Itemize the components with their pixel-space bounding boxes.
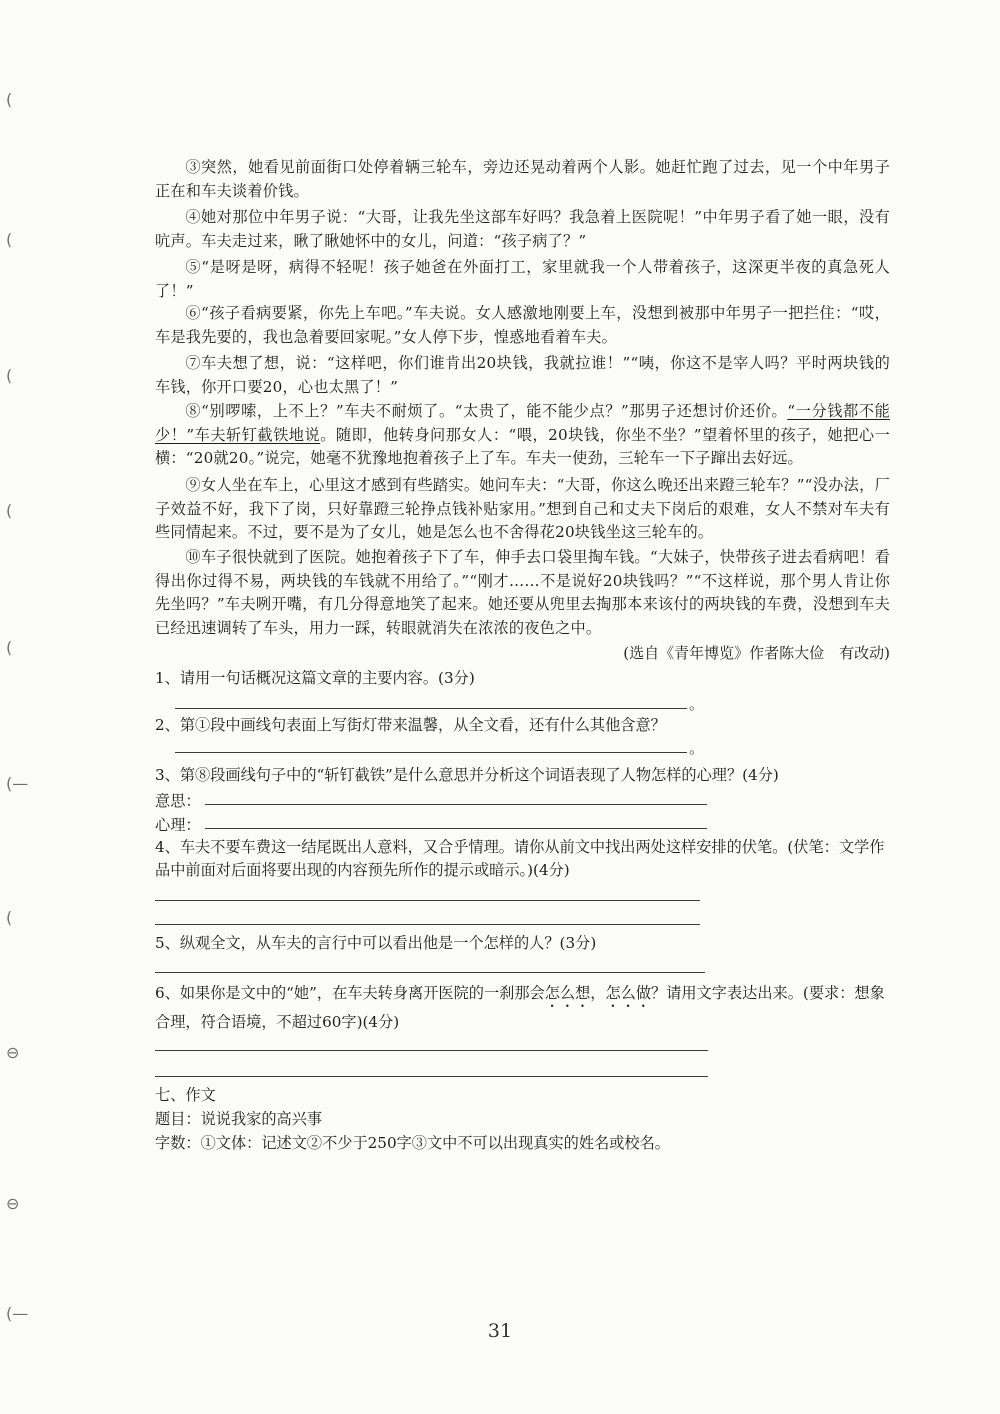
answer-line[interactable] — [175, 708, 687, 709]
answer-line[interactable] — [155, 1076, 708, 1077]
binding-hole-mark: ( — [6, 638, 13, 657]
line-period: 。 — [689, 739, 705, 757]
answer-line[interactable] — [155, 924, 700, 925]
question-1: 1、请用一句话概况这篇文章的主要内容。(3分) — [155, 669, 475, 687]
answer-line[interactable] — [155, 900, 700, 901]
binding-hole-mark: (— — [6, 774, 29, 793]
binding-hole-mark: ( — [6, 366, 13, 385]
binding-hole-mark: ⊖ — [6, 1194, 20, 1213]
question-3: 3、第⑧段画线句子中的“斩钉截铁”是什么意思并分析这个词语表现了人物怎样的心理？(4分) — [155, 766, 779, 784]
answer-line[interactable] — [175, 752, 687, 753]
meaning-label: 意思： — [155, 792, 201, 810]
paragraph-3: ③突然，她看见前面街口处停着辆三轮车，旁边还晃动着两个人影。她赶忙跑了过去，见一个中年男子正在和车夫谈着价钱。 — [155, 158, 890, 200]
question-2: 2、第①段中画线句表面上写街灯带来温馨，从全文看，还有什么其他含意？ — [155, 716, 666, 734]
source-citation: (选自《青年博览》作者陈大俭 有改动) — [623, 644, 890, 662]
paragraph-6: ⑥“孩子看病要紧，你先上车吧。”车夫说。女人感激地刚要上车，没想到被那中年男子一把拦住：“哎，车是我先要的，我也急着要回家呢。”女人停下步，惶惑地看着车夫。 — [155, 304, 890, 346]
paragraph-8 — [155, 400, 890, 471]
binding-hole-mark: ( — [6, 908, 13, 927]
binding-hole-mark: ( — [6, 90, 13, 109]
essay-heading: 七、作文 — [155, 1086, 216, 1104]
question-6 — [155, 982, 890, 1034]
question-6-start: 6、如果你是文中的“她”，在车夫转身离开医院的一刹那会 — [155, 984, 545, 1002]
paragraph-8-start: ⑧“别啰嗦，上不上？”车夫不耐烦了。“太贵了，能不能少点？”那男子还想讨价还价。 — [185, 402, 788, 420]
paragraph-4: ④她对那位中年男子说：“大哥，让我先坐这部车好吗？我急着上医院呢！”中年男子看了她一眼，没有吭声。车夫走过来，瞅了瞅她怀中的女儿，问道：“孩子病了？” — [155, 208, 890, 250]
meaning-answer-line[interactable] — [205, 804, 707, 805]
paragraph-10: ⑩车子很快就到了医院。她抱着孩子下了车，伸手去口袋里掏车钱。“大妹子，快带孩子进去看病吧！看得出你过得不易，两块钱的车钱就不用给了。”“刚才……不是说好20块钱吗？”“不这样说，那个男人肯让你先坐吗？”车夫咧开嘴，有几分得意地笑了起来。她还要从兜里去掏那本来该付的两块钱的车费，没想到车夫已经迅速调转了车头，用力一踩，转眼就消失在浓浓的夜色之中。 — [155, 548, 890, 637]
paragraph-9: ⑨女人坐在车上，心里这才感到有些踏实。她问车夫：“大哥，你这么晚还出来蹬三轮车？”“没办法，厂子效益不好，我下了岗，只好靠蹬三轮挣点钱补贴家用。”想到自己和丈夫下岗后的艰难，女人不禁对车夫有些同情起来。不过，要不是为了女儿，她是怎么也不舍得花20块钱坐这三轮车的。 — [155, 476, 890, 542]
essay-requirements: 字数：①文体：记述文②不少于250字③文中不可以出现真实的姓名或校名。 — [155, 1134, 670, 1152]
answer-line[interactable] — [155, 1050, 708, 1051]
question-5: 5、纵观全文，从车夫的言行中可以看出他是一个怎样的人？(3分) — [155, 934, 597, 952]
paragraph-7: ⑦车夫想了想，说：“这样吧，你们谁肯出20块钱，我就拉谁！”“咦，你这不是宰人吗？平时两块钱的车钱，你开口要20，心也太黑了！” — [155, 354, 890, 396]
paragraph-5: ⑤“是呀是呀，病得不轻呢！孩子她爸在外面打工，家里就我一个人带着孩子，这深更半夜的真急死人了！” — [155, 258, 890, 300]
binding-hole-mark: ( — [6, 501, 13, 520]
question-4: 4、车夫不要车费这一结尾既出人意料，又合乎情理。请你从前文中找出两处这样安排的伏笔。(伏笔：文学作品中前面对后面将要出现的内容预先所作的提示或暗示。)(4分) — [155, 838, 885, 879]
psychology-answer-line[interactable] — [205, 828, 707, 829]
emphasized-phrase: 怎么想，怎么做 — [544, 984, 652, 1002]
binding-hole-mark: ⊖ — [6, 1043, 20, 1062]
page-number: 31 — [487, 1320, 513, 1342]
psychology-label: 心理： — [155, 816, 201, 834]
essay-title: 题目：说说我家的高兴事 — [155, 1110, 323, 1128]
binding-hole-mark: (— — [6, 1304, 29, 1323]
answer-line[interactable] — [155, 972, 705, 973]
line-period: 。 — [689, 695, 705, 713]
underlined-sentence: “一分钱都不能少！”车夫斩钉截铁地说 — [155, 402, 890, 444]
binding-hole-mark: ( — [6, 230, 13, 249]
question-6-end: ？请用文字表达出来。(要求：想象合理，符合语境，不超过60字)(4分) — [155, 984, 885, 1031]
paragraph-8-end: 。随即，他转身问那女人：“喂，20块钱，你坐不坐？”望着怀里的孩子，她把心一横：“20就20。”说完，她毫不犹豫地抱着孩子上了车。车夫一使劲，三轮车一下子蹿出去好远。 — [155, 425, 890, 468]
